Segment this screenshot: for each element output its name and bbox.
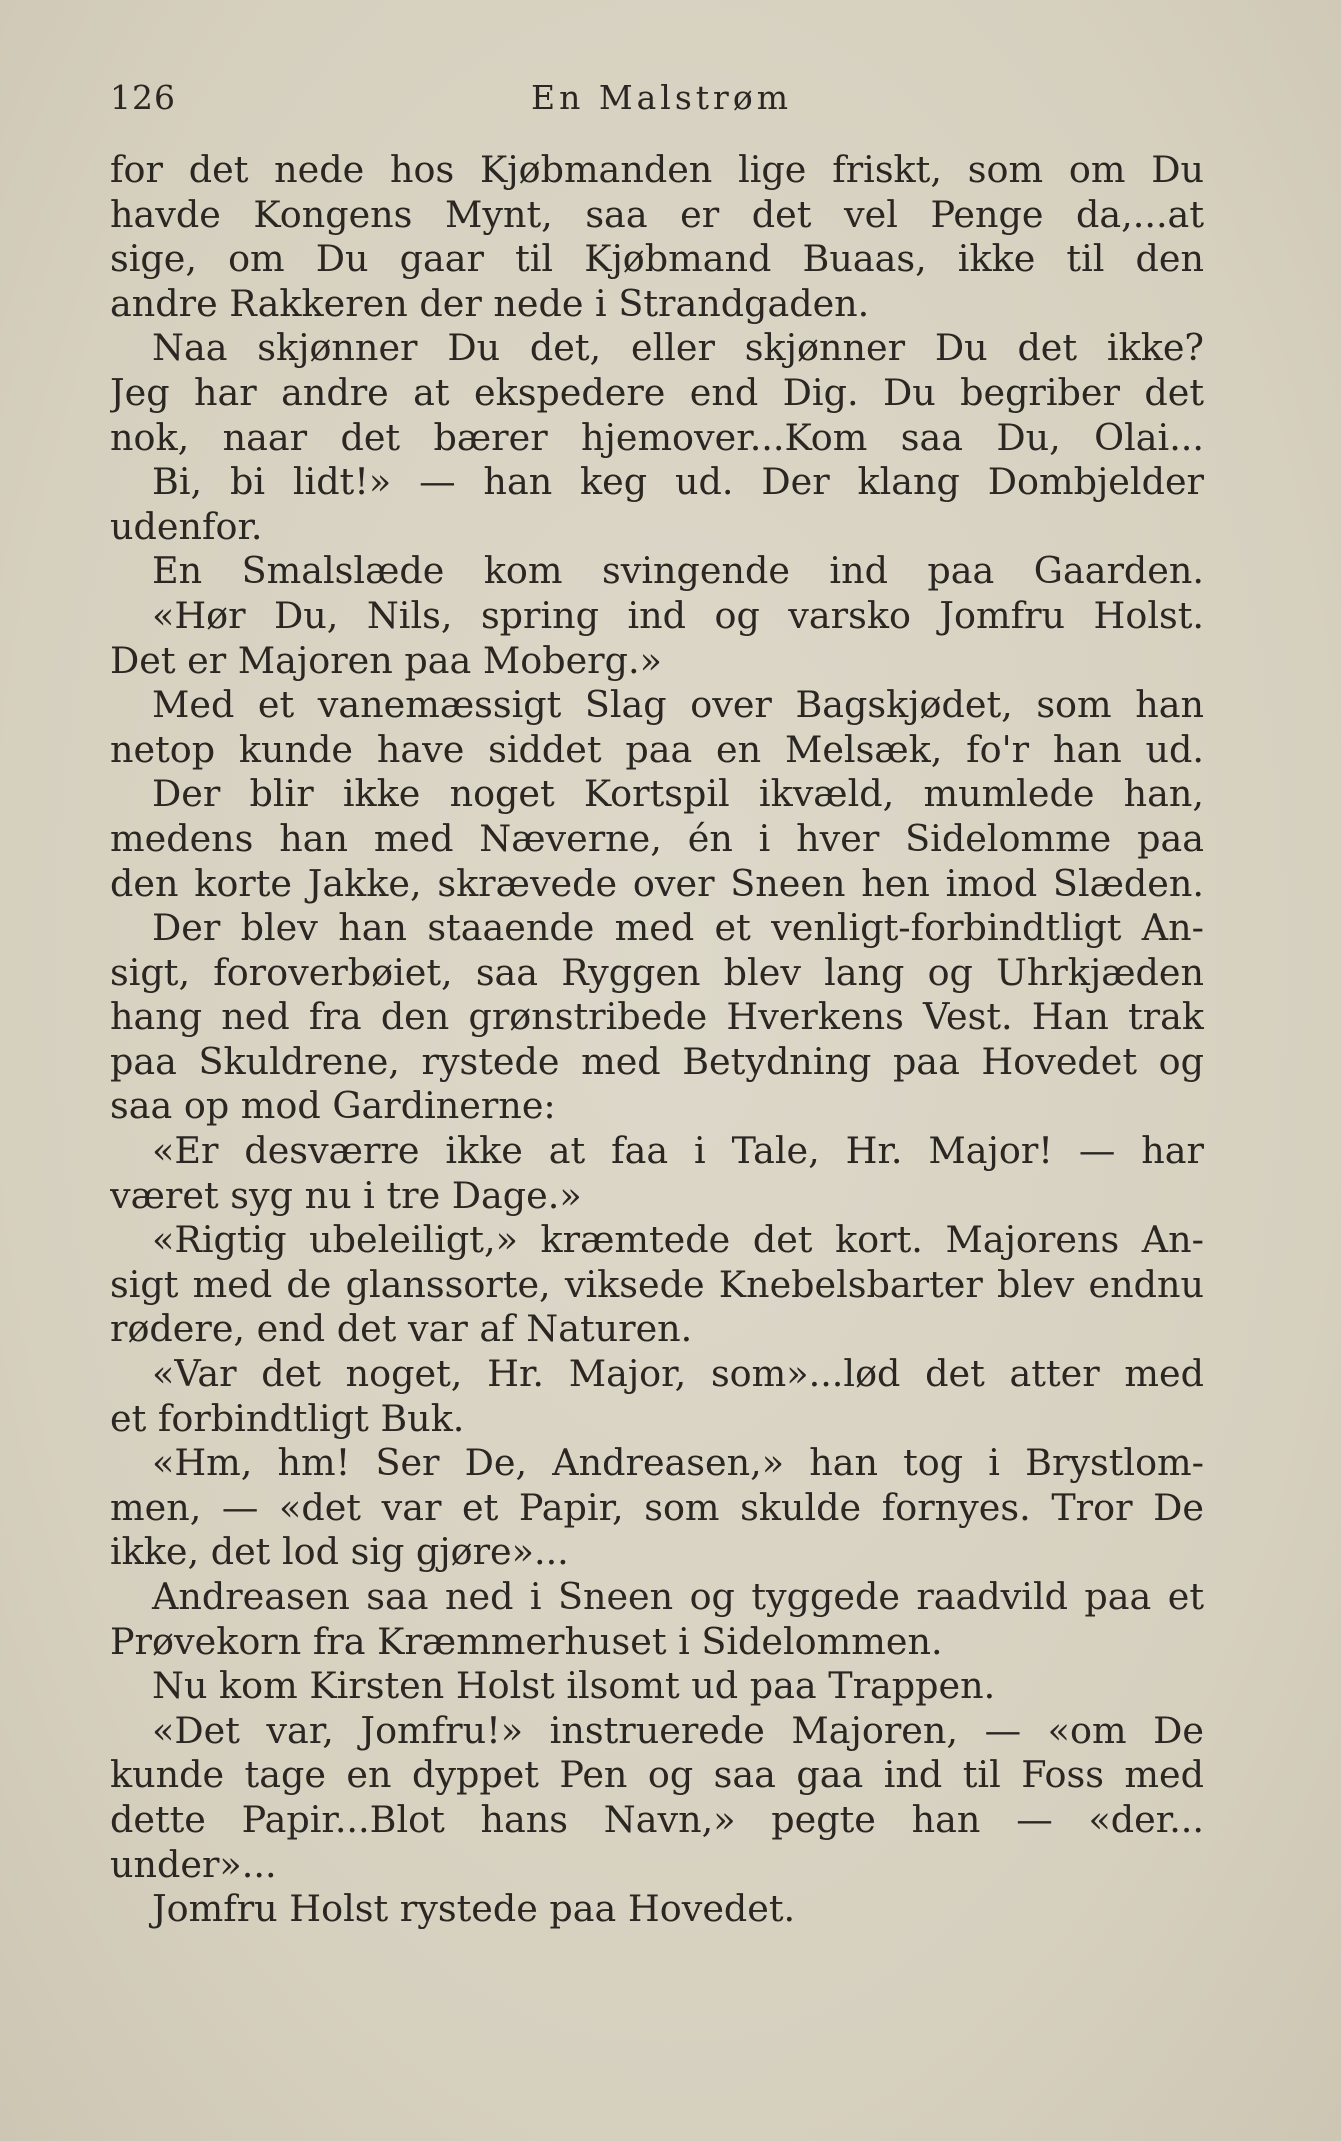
text-line: været syg nu i tre Dage.» (110, 1173, 582, 1217)
text-line: hang ned fra den grønstribede Hverkens Vest. Han trak (110, 995, 1204, 1039)
text-line: sigt med de glanssorte, viksede Knebelsbarter blev endnu (110, 1262, 1204, 1306)
text-line: dette Papir...Blot hans Navn,» pegte han — «der... (110, 1797, 1204, 1841)
text-line: saa op mod Gardinerne: (110, 1084, 556, 1128)
text-line: sigt, foroverbøiet, saa Ryggen blev lang og Uhrkjæden (110, 950, 1204, 994)
text-line: «Var det noget, Hr. Major, som»...lød det atter med (152, 1352, 1204, 1396)
text-line: Prøvekorn fra Kræmmerhuset i Sidelommen. (110, 1619, 943, 1663)
text-line: «Hm, hm! Ser De, Andreasen,» han tog i Brystlom- (152, 1441, 1204, 1485)
page-header (110, 78, 1210, 128)
text-line: Det er Majoren paa Moberg.» (110, 638, 662, 682)
text-line: Andreasen saa ned i Sneen og tyggede raadvild paa et (152, 1575, 1204, 1618)
text-line: udenfor. (110, 504, 263, 548)
text-line: paa Skuldrene, rystede med Betydning paa Hovedet og (110, 1039, 1204, 1083)
text-line: Bi, bi lidt!» — han keg ud. Der klang Dombjelder (152, 460, 1204, 504)
text-line: for det nede hos Kjøbmanden lige friskt, som om Du (110, 148, 1204, 191)
text-line: Med et vanemæssigt Slag over Bagskjødet, som han (152, 683, 1204, 727)
text-line: sige, om Du gaar til Kjøbmand Buaas, ikke til den (110, 237, 1204, 281)
text-line: Naa skjønner Du det, eller skjønner Du det ikke? (152, 326, 1204, 370)
text-line: Der blev han staaende med et venligt-forbindtligt An- (152, 906, 1204, 950)
text-line: havde Kongens Mynt, saa er det vel Penge da,...at (110, 192, 1204, 236)
text-line: nok, naar det bærer hjemover...Kom saa Du, Olai... (110, 415, 1204, 459)
text-line: andre Rakkeren der nede i Strandgaden. (110, 281, 870, 325)
text-line: «Det var, Jomfru!» instruerede Majoren, — «om De (152, 1708, 1204, 1752)
text-line: den korte Jakke, skrævede over Sneen hen imod Slæden. (110, 861, 1204, 905)
text-line: «Rigtig ubeleiligt,» kræmtede det kort. Majorens An- (152, 1218, 1204, 1262)
text-line: Nu kom Kirsten Holst ilsomt ud paa Trappen. (152, 1664, 996, 1708)
text-line: Der blir ikke noget Kortspil ikvæld, mumlede han, (152, 772, 1204, 816)
text-line: «Hør Du, Nils, spring ind og varsko Jomfru Holst. (152, 593, 1204, 637)
text-line: kunde tage en dyppet Pen og saa gaa ind til Foss med (110, 1753, 1204, 1797)
text-line: «Er desværre ikke at faa i Tale, Hr. Major! — har (152, 1129, 1204, 1173)
running-title: En Malstrøm (531, 78, 792, 117)
text-line: under»... (110, 1842, 277, 1886)
text-line: Jomfru Holst rystede paa Hovedet. (152, 1887, 796, 1931)
text-line: En Smalslæde kom svingende ind paa Gaarden. (152, 549, 1204, 593)
text-line: ikke, det lod sig gjøre»... (110, 1530, 569, 1574)
body-text (110, 148, 1204, 1932)
text-line: et forbindtligt Buk. (110, 1396, 465, 1440)
text-line: Jeg har andre at ekspedere end Dig. Du begriber det (110, 370, 1204, 414)
text-line: medens han med Næverne, én i hver Sidelomme paa (110, 816, 1204, 860)
text-line: men, — «det var et Papir, som skulde fornyes. Tror De (110, 1485, 1204, 1529)
text-line: rødere, end det var af Naturen. (110, 1307, 693, 1351)
text-line: netop kunde have siddet paa en Melsæk, fo'r han ud. (110, 727, 1204, 771)
page-number: 126 (110, 78, 176, 117)
